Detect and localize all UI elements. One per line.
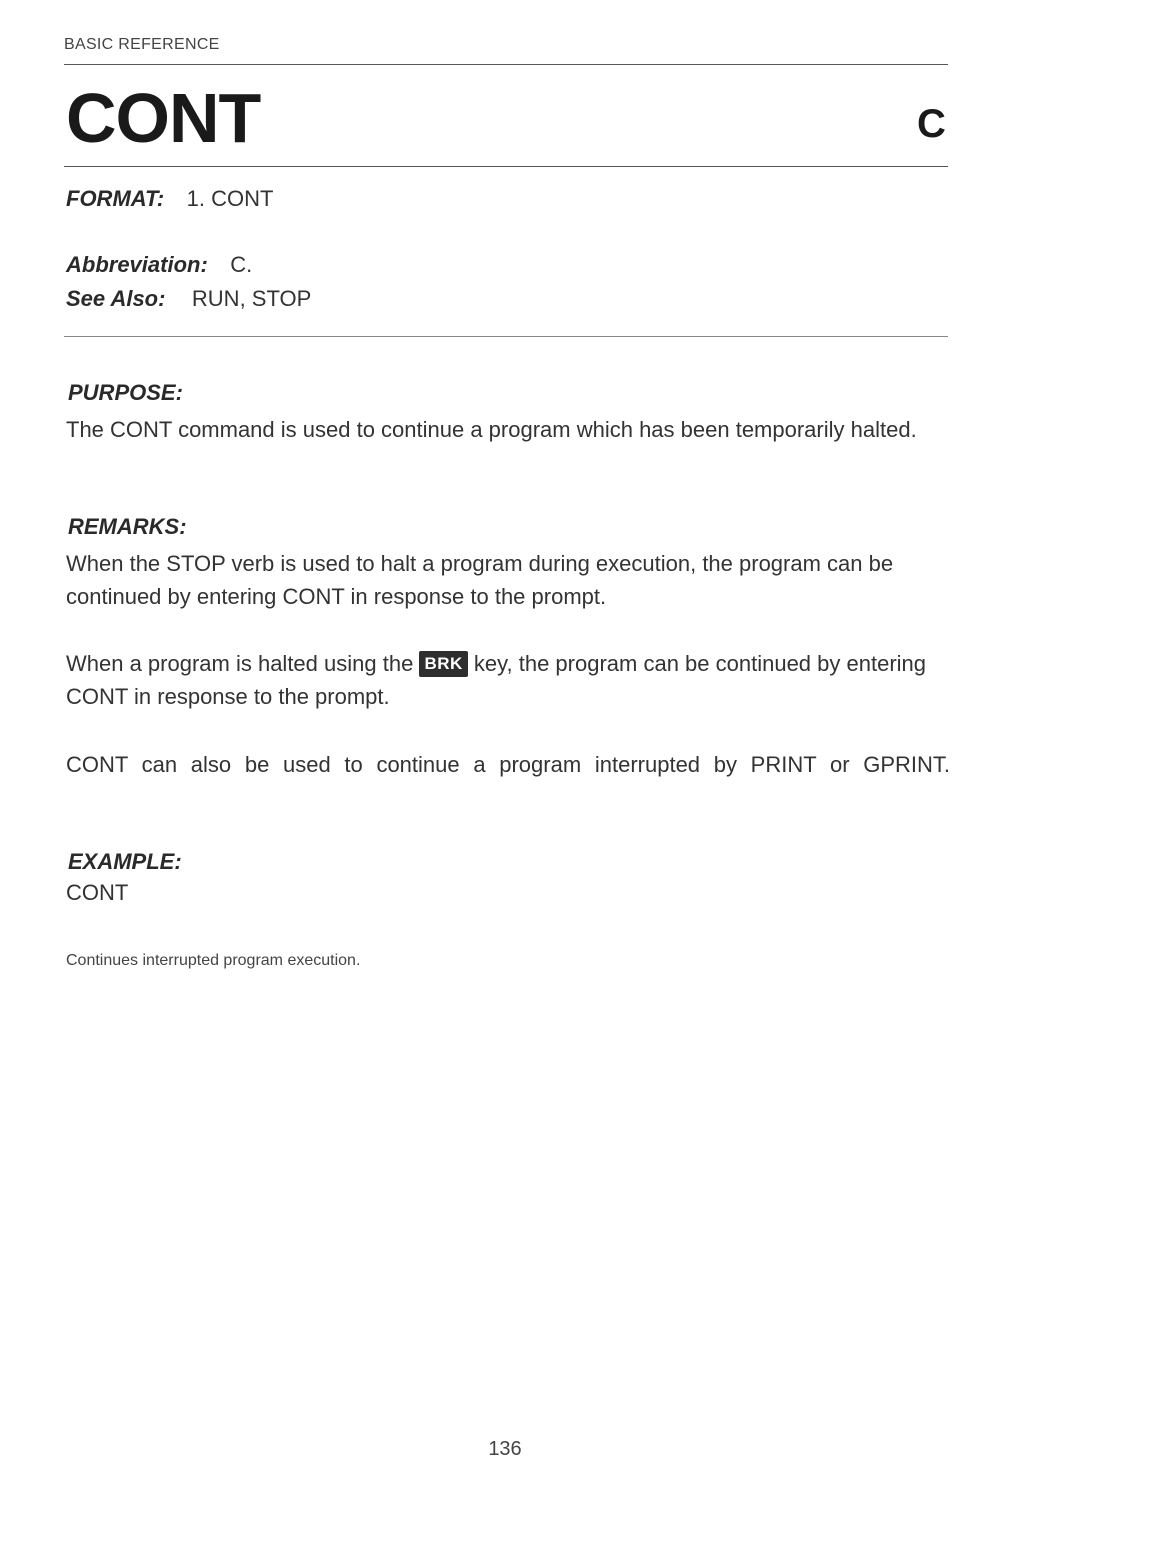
abbreviation-value: C. [230,252,253,277]
format-label: FORMAT: [66,186,165,211]
running-head: BASIC REFERENCE [64,36,220,53]
command-title: CONT [66,79,261,157]
example-note: Continues interrupted program execution. [66,952,361,969]
brk-key-icon: BRK [419,651,467,677]
see-also-value: RUN, STOP [191,286,312,311]
remarks-paragraph-2-start: When a program is halted using the [66,651,414,676]
example-heading: EXAMPLE: [68,849,182,874]
command-index-letter: C [917,102,946,146]
format-value: 1. CONT [186,186,274,211]
remarks-paragraph-2 [66,647,950,713]
remarks-paragraph-1: When the STOP verb is used to halt a program during execution, the program can be continued by entering CONT in response to the prompt. [66,551,894,609]
purpose-heading: PURPOSE: [68,380,183,405]
remarks-paragraph-2-end: key, the program can be continued by entering CONT in response to the prompt. [66,651,927,709]
example-code: CONT [66,880,129,905]
fields-rule [64,336,948,337]
purpose-text: The CONT command is used to continue a program which has been temporarily halted. [66,417,917,442]
page-number: 136 [488,1438,522,1460]
abbreviation-label: Abbreviation: [66,252,208,277]
see-also-row [66,286,311,312]
format-row [66,186,273,212]
see-also-label: See Also: [66,286,166,311]
abbreviation-row [66,252,252,278]
header-rule [64,64,948,65]
title-rule [64,166,948,167]
remarks-paragraph-3: CONT can also be used to continue a program interrupted by PRINT or GPRINT. [66,752,950,777]
remarks-heading: REMARKS: [68,514,187,539]
